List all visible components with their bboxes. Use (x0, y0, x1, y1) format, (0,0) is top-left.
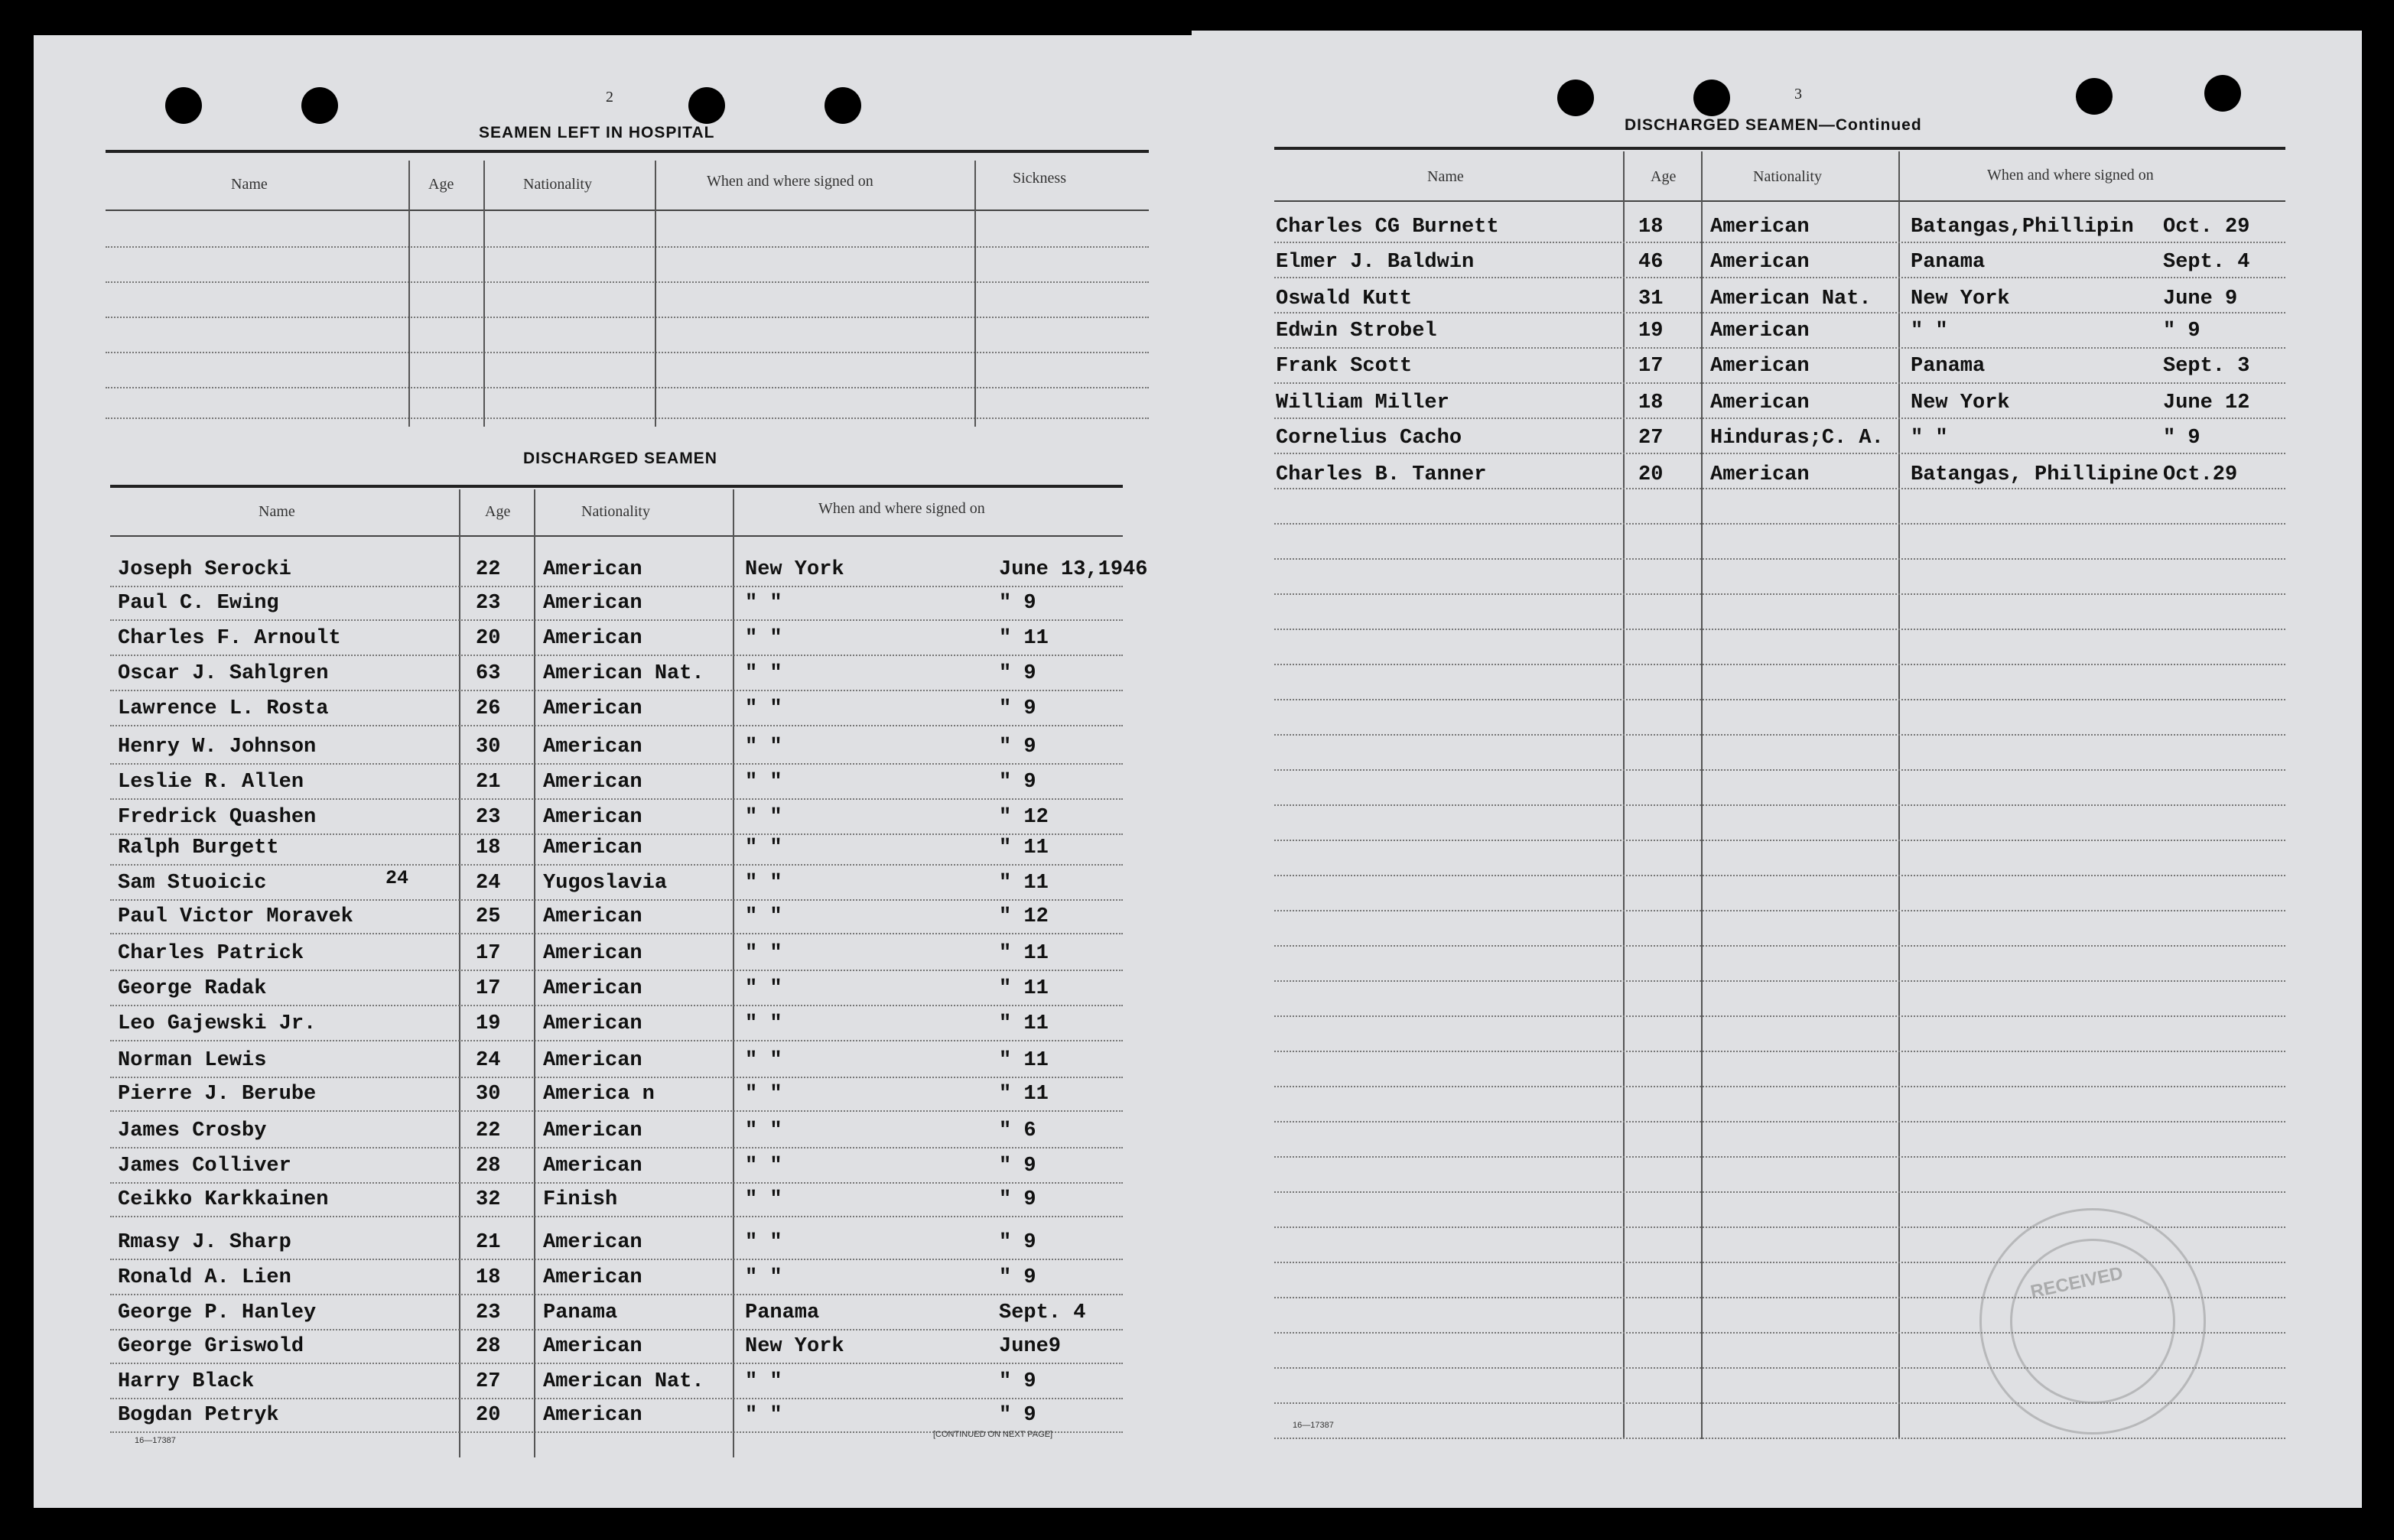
seaman-signed-place: Panama (1911, 355, 1986, 378)
row-rule (110, 1398, 1123, 1399)
seaman-nationality: American (1710, 251, 1810, 274)
seaman-signed-place: Panama (1911, 251, 1986, 274)
row-rule (110, 1363, 1123, 1364)
seaman-age: 19 (476, 1012, 501, 1035)
row-rule (110, 933, 1123, 934)
row-rule (110, 619, 1123, 621)
seaman-age: 24 (476, 1049, 501, 1072)
seaman-signed-date: Oct.29 (2163, 463, 2238, 486)
row-rule (1274, 1015, 2285, 1017)
hospital-header-age: Age (428, 176, 454, 193)
seaman-nationality: American Nat. (543, 1370, 704, 1393)
seaman-name: Charles CG Burnett (1276, 216, 1499, 239)
seaman-signed-date: " 11 (999, 872, 1049, 895)
seaman-signed-date: Sept. 3 (2163, 355, 2250, 378)
seaman-signed-date: " 9 (999, 697, 1036, 720)
seaman-signed-date: Sept. 4 (999, 1301, 1086, 1324)
seaman-age: 20 (1638, 463, 1664, 486)
row-rule (1274, 347, 2285, 349)
seaman-signed-place: " " (1911, 427, 1948, 450)
seaman-nationality: Panama (543, 1301, 618, 1324)
seaman-age: 27 (476, 1370, 501, 1393)
row-rule (110, 833, 1123, 835)
seaman-name: Leslie R. Allen (118, 771, 304, 794)
punch-hole-icon (1693, 80, 1730, 116)
seaman-name: Sam Stuoicic (118, 872, 267, 895)
seaman-nationality: American (1710, 355, 1810, 378)
form-number: 16—17387 (1293, 1421, 1334, 1430)
row-rule (110, 970, 1123, 971)
seaman-name: Elmer J. Baldwin (1276, 251, 1475, 274)
seaman-signed-place: Panama (745, 1301, 820, 1324)
seaman-signed-date: " 11 (999, 1012, 1049, 1035)
row-rule (1274, 488, 2285, 489)
seaman-signed-place: " " (745, 1266, 782, 1289)
seaman-signed-place: " " (745, 1155, 782, 1178)
page-number: 2 (606, 89, 613, 106)
seaman-nationality: American (543, 1012, 642, 1035)
seaman-signed-place: " " (745, 905, 782, 928)
seaman-name: Oscar J. Sahlgren (118, 662, 329, 685)
row-rule (110, 798, 1123, 800)
row-rule (1274, 312, 2285, 314)
row-rule (1274, 382, 2285, 384)
row-rule (1274, 417, 2285, 419)
seaman-signed-date: " 11 (999, 942, 1049, 965)
seaman-age: 31 (1638, 288, 1664, 310)
seaman-age: 20 (476, 1404, 501, 1427)
seaman-signed-place: " " (745, 806, 782, 829)
seaman-signed-date: June9 (999, 1335, 1062, 1358)
seaman-name: Rmasy J. Sharp (118, 1231, 291, 1254)
seaman-signed-place: Batangas, Phillipine (1911, 463, 2159, 486)
seaman-signed-place: " " (745, 1012, 782, 1035)
seaman-signed-place: " " (745, 1231, 782, 1254)
row-rule (1274, 980, 2285, 982)
row-rule (110, 1147, 1123, 1149)
seaman-nationality: American Nat. (1710, 288, 1872, 310)
seaman-age: 18 (1638, 216, 1664, 239)
seaman-nationality: American Nat. (543, 662, 704, 685)
row-rule (110, 899, 1123, 901)
seaman-name: George Radak (118, 977, 267, 1000)
seaman-signed-place: New York (745, 1335, 844, 1358)
seaman-nationality: American (543, 905, 642, 928)
hospital-header-sickness: Sickness (1013, 170, 1066, 187)
row-rule (1274, 875, 2285, 876)
seaman-nationality: American (543, 697, 642, 720)
seaman-age: 46 (1638, 251, 1664, 274)
seaman-nationality: American (543, 837, 642, 859)
seaman-nationality: American (1710, 391, 1810, 414)
seaman-signed-date: " 9 (999, 736, 1036, 759)
row-rule (1274, 945, 2285, 947)
row-rule (1274, 840, 2285, 841)
seaman-nationality: American (543, 942, 642, 965)
seaman-signed-place: " " (745, 592, 782, 615)
seaman-nationality: American (543, 806, 642, 829)
seaman-name: Frank Scott (1276, 355, 1413, 378)
seaman-nationality: America n (543, 1083, 655, 1106)
punch-hole-icon (2204, 75, 2241, 112)
row-rule (110, 1040, 1123, 1041)
seaman-nationality: American (1710, 216, 1810, 239)
row-rule (110, 864, 1123, 866)
seaman-nationality: American (543, 1266, 642, 1289)
row-rule (1274, 699, 2285, 700)
seaman-name: George P. Hanley (118, 1301, 317, 1324)
discharged-title: DISCHARGED SEAMEN (523, 450, 717, 467)
seaman-signed-date: " 9 (2163, 427, 2200, 450)
seaman-signed-date: " 11 (999, 977, 1049, 1000)
seaman-name: Ceikko Karkkainen (118, 1188, 329, 1211)
seaman-signed-date: June 12 (2163, 391, 2250, 414)
seaman-signed-place: " " (745, 942, 782, 965)
seaman-age: 30 (476, 736, 501, 759)
seaman-nationality: American (543, 1049, 642, 1072)
page-number: 3 (1794, 86, 1802, 102)
row-rule (1274, 664, 2285, 665)
seaman-age: 18 (476, 1266, 501, 1289)
discharged-header-signed-on: When and where signed on (818, 500, 985, 517)
seaman-nationality: American (543, 1335, 642, 1358)
row-rule (1274, 1121, 2285, 1123)
punch-hole-icon (825, 87, 861, 124)
row-rule (1274, 1191, 2285, 1193)
seaman-age: 21 (476, 771, 501, 794)
seaman-age: 23 (476, 806, 501, 829)
seaman-name: Henry W. Johnson (118, 736, 317, 759)
seaman-signed-date: " 12 (999, 806, 1049, 829)
seaman-signed-date: " 9 (999, 1155, 1036, 1178)
seaman-signed-date: " 11 (999, 837, 1049, 859)
seaman-age: 26 (476, 697, 501, 720)
row-rule (110, 586, 1123, 587)
row-rule (110, 1110, 1123, 1112)
seaman-signed-place: New York (745, 558, 844, 581)
margin-note: 24 (385, 867, 409, 889)
continued-title: DISCHARGED SEAMEN—Continued (1625, 116, 1922, 134)
seaman-name: George Griswold (118, 1335, 304, 1358)
seaman-signed-date: " 9 (999, 1266, 1036, 1289)
seaman-signed-date: Oct. 29 (2163, 216, 2250, 239)
row-rule (1274, 910, 2285, 911)
seaman-signed-place: " " (745, 837, 782, 859)
hospital-header-nationality: Nationality (523, 176, 592, 193)
seaman-name: Norman Lewis (118, 1049, 267, 1072)
seaman-name: James Crosby (118, 1119, 267, 1142)
continued-note: [CONTINUED ON NEXT PAGE] (933, 1430, 1053, 1439)
seaman-age: 30 (476, 1083, 501, 1106)
punch-hole-icon (2076, 78, 2113, 115)
seaman-signed-date: " 11 (999, 1083, 1049, 1106)
seaman-signed-date: " 9 (999, 1231, 1036, 1254)
seaman-nationality: American (543, 977, 642, 1000)
seaman-signed-place: " " (745, 977, 782, 1000)
seaman-age: 18 (476, 837, 501, 859)
seaman-signed-date: " 6 (999, 1119, 1036, 1142)
seaman-age: 32 (476, 1188, 501, 1211)
seaman-signed-date: June 13,1946 (999, 558, 1148, 581)
seaman-name: Joseph Serocki (118, 558, 291, 581)
seaman-signed-place: " " (745, 1404, 782, 1427)
discharged-header-nationality: Nationality (581, 503, 650, 520)
seaman-age: 63 (476, 662, 501, 685)
row-rule (1274, 629, 2285, 630)
seaman-name: Lawrence L. Rosta (118, 697, 329, 720)
row-rule (1274, 558, 2285, 560)
row-rule (110, 1005, 1123, 1006)
seaman-name: Leo Gajewski Jr. (118, 1012, 317, 1035)
seaman-signed-place: " " (745, 771, 782, 794)
seaman-name: Harry Black (118, 1370, 255, 1393)
continued-header-signed-on: When and where signed on (1987, 167, 2154, 184)
seaman-nationality: American (543, 1119, 642, 1142)
seaman-name: Paul C. Ewing (118, 592, 279, 615)
left-page (34, 35, 1192, 1508)
row-rule (1274, 593, 2285, 595)
seaman-nationality: American (543, 592, 642, 615)
seaman-age: 22 (476, 558, 501, 581)
row-rule (110, 1216, 1123, 1217)
seaman-name: Charles F. Arnoult (118, 627, 341, 650)
row-rule (1274, 734, 2285, 736)
hospital-header-signed-on: When and where signed on (707, 173, 873, 190)
row-rule (1274, 1051, 2285, 1052)
row-rule (1274, 1438, 2285, 1439)
seaman-age: 18 (1638, 391, 1664, 414)
seaman-age: 23 (476, 1301, 501, 1324)
row-rule (1274, 453, 2285, 454)
seaman-name: Edwin Strobel (1276, 320, 1437, 343)
seaman-signed-place: " " (745, 872, 782, 895)
seaman-nationality: Finish (543, 1188, 618, 1211)
row-rule (110, 1259, 1123, 1260)
seaman-name: Oswald Kutt (1276, 288, 1413, 310)
seaman-nationality: American (543, 558, 642, 581)
row-rule (1274, 1156, 2285, 1158)
seaman-signed-place: " " (1911, 320, 1948, 343)
row-rule (1274, 769, 2285, 771)
punch-hole-icon (1557, 80, 1594, 116)
seaman-signed-place: " " (745, 627, 782, 650)
seaman-signed-date: " 9 (999, 1404, 1036, 1427)
seaman-signed-place: New York (1911, 391, 2010, 414)
seaman-name: Cornelius Cacho (1276, 427, 1462, 450)
continued-header-nationality: Nationality (1753, 168, 1822, 185)
seaman-age: 17 (476, 942, 501, 965)
row-rule (1274, 804, 2285, 806)
seaman-age: 24 (476, 872, 501, 895)
seaman-signed-date: " 12 (999, 905, 1049, 928)
discharged-header-age: Age (485, 503, 511, 520)
seaman-signed-place: " " (745, 1119, 782, 1142)
punch-hole-icon (301, 87, 338, 124)
hospital-header-name: Name (231, 176, 268, 193)
seaman-age: 17 (1638, 355, 1664, 378)
seaman-age: 28 (476, 1155, 501, 1178)
seaman-age: 22 (476, 1119, 501, 1142)
seaman-age: 23 (476, 592, 501, 615)
seaman-signed-place: " " (745, 662, 782, 685)
seaman-nationality: American (543, 1155, 642, 1178)
seaman-signed-date: " 11 (999, 1049, 1049, 1072)
seaman-signed-date: June 9 (2163, 288, 2238, 310)
seaman-nationality: American (543, 1231, 642, 1254)
seaman-signed-place: " " (745, 736, 782, 759)
row-rule (1274, 242, 2285, 243)
stamp-text: RECEIVED (2028, 1262, 2126, 1303)
row-rule (110, 1329, 1123, 1330)
seaman-signed-place: New York (1911, 288, 2010, 310)
seaman-age: 19 (1638, 320, 1664, 343)
seaman-name: James Colliver (118, 1155, 291, 1178)
row-rule (110, 725, 1123, 726)
seaman-signed-place: " " (745, 1083, 782, 1106)
seaman-nationality: American (543, 736, 642, 759)
row-rule (110, 655, 1123, 656)
continued-header-age: Age (1651, 168, 1677, 185)
row-rule (110, 1182, 1123, 1184)
seaman-signed-date: Sept. 4 (2163, 251, 2250, 274)
discharged-header-name: Name (259, 503, 295, 520)
seaman-name: Bogdan Petryk (118, 1404, 279, 1427)
row-rule (1274, 277, 2285, 278)
seaman-signed-place: " " (745, 697, 782, 720)
seaman-signed-place: " " (745, 1188, 782, 1211)
seaman-age: 28 (476, 1335, 501, 1358)
seaman-nationality: American (1710, 320, 1810, 343)
seaman-age: 21 (476, 1231, 501, 1254)
seaman-name: Pierre J. Berube (118, 1083, 317, 1106)
right-page (1192, 31, 2362, 1508)
seaman-signed-date: " 9 (999, 771, 1036, 794)
continued-header-name: Name (1427, 168, 1464, 185)
row-rule (110, 1294, 1123, 1295)
seaman-name: Paul Victor Moravek (118, 905, 353, 928)
seaman-signed-date: " 9 (2163, 320, 2200, 343)
received-stamp-inner-icon (2010, 1239, 2175, 1404)
seaman-name: Fredrick Quashen (118, 806, 317, 829)
row-rule (1274, 1086, 2285, 1087)
seaman-nationality: American (543, 627, 642, 650)
seaman-nationality: Yugoslavia (543, 872, 668, 895)
row-rule (110, 1077, 1123, 1078)
row-rule (110, 690, 1123, 691)
form-number: 16—17387 (135, 1436, 176, 1445)
seaman-signed-date: " 11 (999, 627, 1049, 650)
seaman-signed-date: " 9 (999, 592, 1036, 615)
seaman-nationality: American (1710, 463, 1810, 486)
seaman-age: 17 (476, 977, 501, 1000)
seaman-age: 20 (476, 627, 501, 650)
seaman-name: Charles Patrick (118, 942, 304, 965)
hospital-title: SEAMEN LEFT IN HOSPITAL (479, 124, 715, 141)
seaman-name: William Miller (1276, 391, 1449, 414)
row-rule (110, 763, 1123, 765)
seaman-nationality: American (543, 771, 642, 794)
seaman-signed-date: " 9 (999, 1188, 1036, 1211)
seaman-name: Ronald A. Lien (118, 1266, 291, 1289)
seaman-name: Charles B. Tanner (1276, 463, 1487, 486)
seaman-signed-place: " " (745, 1370, 782, 1393)
seaman-signed-place: " " (745, 1049, 782, 1072)
punch-hole-icon (688, 87, 725, 124)
punch-hole-icon (165, 87, 202, 124)
seaman-signed-place: Batangas,Phillipin (1911, 216, 2134, 239)
seaman-signed-date: " 9 (999, 1370, 1036, 1393)
seaman-age: 25 (476, 905, 501, 928)
seaman-nationality: American (543, 1404, 642, 1427)
row-rule (1274, 523, 2285, 525)
seaman-age: 27 (1638, 427, 1664, 450)
seaman-signed-date: " 9 (999, 662, 1036, 685)
seaman-name: Ralph Burgett (118, 837, 279, 859)
seaman-nationality: Hinduras;C. A. (1710, 427, 1884, 450)
